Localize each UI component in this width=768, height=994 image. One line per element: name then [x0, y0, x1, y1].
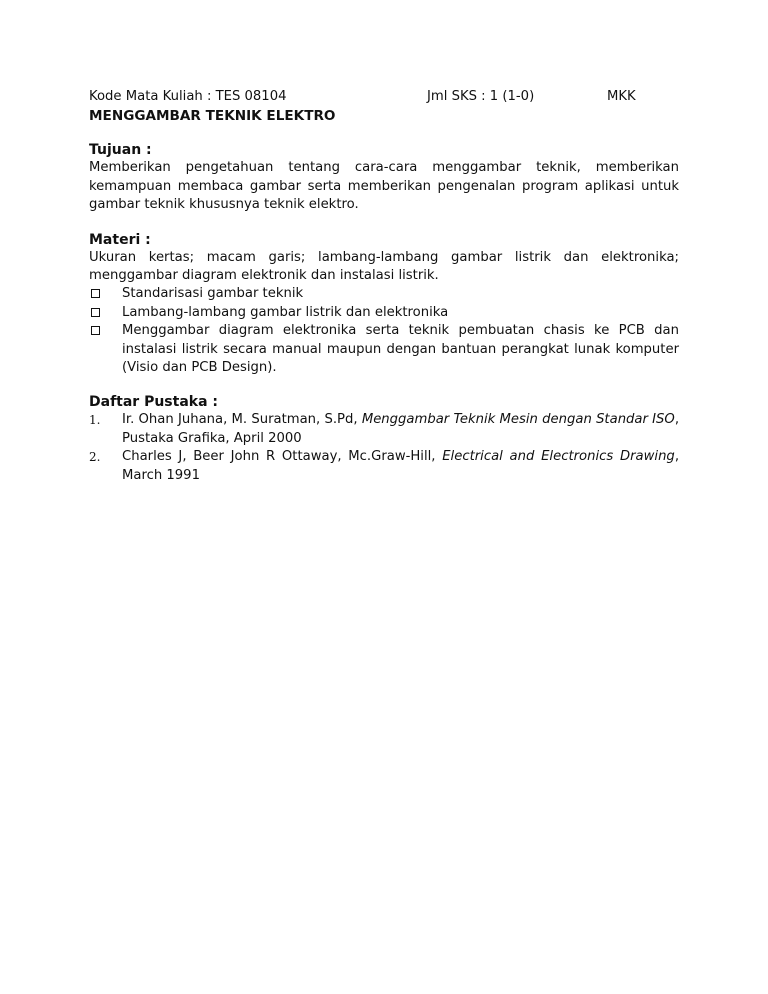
reference-item	[89, 411, 679, 448]
reference-title: Menggambar Teknik Mesin dengan Standar ISO	[361, 412, 675, 428]
list-item	[89, 322, 679, 377]
tujuan-text: Memberikan pengetahuan tentang cara-cara menggambar teknik, memberikan kemampuan membaca gambar serta memberikan pengenalan program aplikasi untuk gambar teknik khususnya teknik elektro.	[89, 160, 679, 213]
reference-publisher: , Pustaka Grafika, April 2000	[122, 412, 680, 446]
sks-credits: Jml SKS : 1 (1-0)	[427, 89, 535, 104]
materi-list	[89, 285, 679, 377]
materi-heading: Materi :	[89, 231, 151, 248]
reference-authors: Ir. Ohan Juhana, M. Suratman, S.Pd,	[122, 412, 362, 428]
checkbox-icon	[91, 289, 100, 298]
reference-item	[89, 448, 679, 485]
list-item	[89, 304, 679, 322]
reference-number: 1.	[89, 413, 101, 428]
list-item-text: Standarisasi gambar teknik	[122, 286, 304, 302]
list-item	[89, 285, 679, 303]
course-header	[89, 88, 679, 106]
reference-authors: Charles J, Beer John R Ottaway, Mc.Graw-Hill,	[122, 449, 443, 465]
pustaka-heading: Daftar Pustaka :	[89, 394, 219, 411]
course-title: MENGGAMBAR TEKNIK ELEKTRO	[89, 108, 336, 124]
checkbox-icon	[91, 308, 100, 317]
reference-number: 2.	[89, 450, 101, 465]
list-item-text: Menggambar diagram elektronika serta teknik pembuatan chasis ke PCB dan instalasi listrik secara manual maupun dengan bantuan perangkat lunak komputer (Visio dan PCB Design).	[122, 323, 679, 376]
reference-list	[89, 411, 679, 485]
materi-text: Ukuran kertas; macam garis; lambang-lambang gambar listrik dan elektronika; menggambar diagram elektronik dan instalasi listrik.	[89, 249, 679, 284]
reference-title: Electrical and Electronics Drawing	[442, 449, 675, 465]
checkbox-icon	[91, 326, 100, 335]
reference-publisher: , March 1991	[122, 449, 680, 483]
list-item-text: Lambang-lambang gambar listrik dan elektronika	[122, 304, 449, 320]
course-group: MKK	[607, 89, 636, 104]
tujuan-heading: Tujuan :	[89, 142, 152, 159]
document-page	[89, 88, 679, 485]
course-code: Kode Mata Kuliah : TES 08104	[89, 89, 287, 104]
